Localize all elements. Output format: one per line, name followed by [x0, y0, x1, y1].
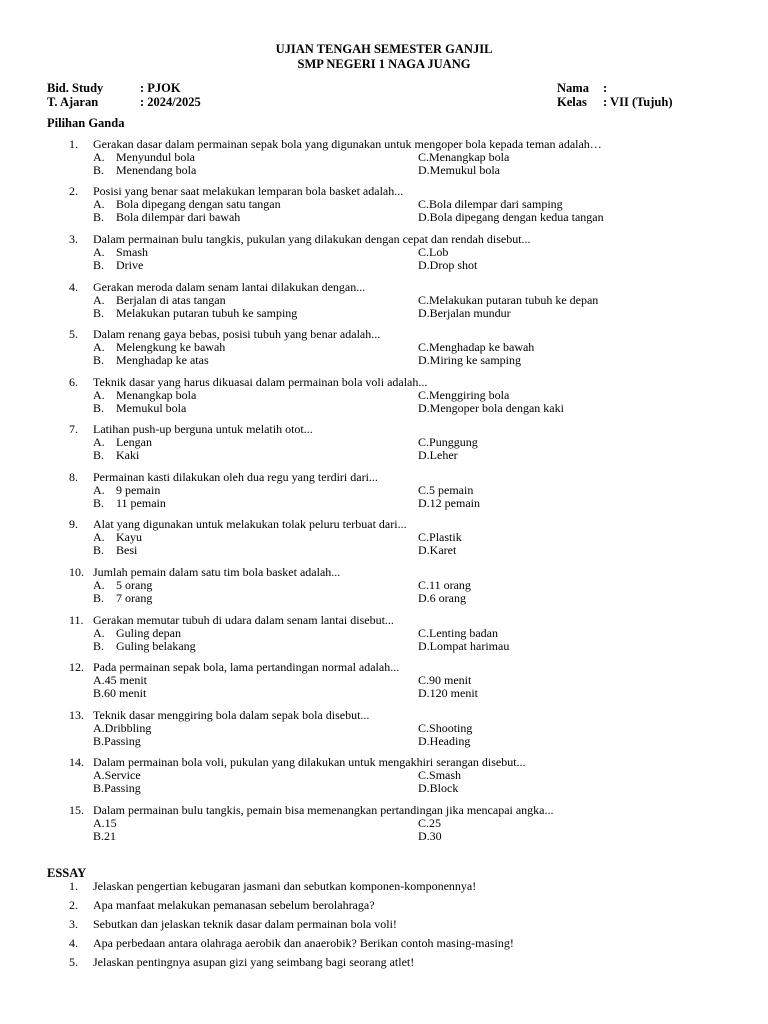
essay-item: [0, 937, 768, 951]
option-letter: B.: [93, 591, 105, 605]
option-text: Shooting: [429, 721, 473, 735]
question-number: 11.: [69, 613, 84, 627]
option-letter: D.: [418, 829, 430, 843]
option-letter: D.: [418, 543, 430, 557]
option-letter: A.: [93, 483, 105, 497]
option-letter: D.: [418, 210, 430, 224]
question-item: [0, 233, 768, 272]
answer-option-d: [418, 259, 477, 272]
question-text: Gerakan memutar tubuh di udara dalam senam lantai disebut...: [93, 613, 394, 627]
option-letter: C.: [418, 530, 430, 544]
option-text: Memukul bola: [116, 401, 187, 415]
question-number: 2.: [69, 184, 78, 198]
option-text: 5 pemain: [429, 483, 474, 497]
option-text: Menghadap ke bawah: [429, 340, 535, 354]
option-letter: B.: [93, 210, 105, 224]
option-text: Berjalan di atas tangan: [116, 293, 226, 307]
option-text: Passing: [104, 734, 141, 748]
option-text: Service: [104, 768, 141, 782]
option-text: Smash: [116, 245, 149, 259]
option-text: Dribbling: [104, 721, 152, 735]
option-letter: C.: [418, 673, 430, 687]
question-number: 5.: [69, 327, 78, 341]
option-text: Melengkung ke bawah: [116, 340, 226, 354]
essay-number: 3.: [69, 917, 78, 931]
answer-option-b: [93, 164, 196, 177]
option-text: Memukul bola: [429, 163, 500, 177]
option-letter: C.: [418, 150, 430, 164]
option-text: 11 pemain: [116, 496, 166, 510]
question-number: 1.: [69, 137, 78, 151]
option-letter: B.: [93, 353, 105, 367]
option-text: 60 menit: [104, 686, 147, 700]
question-number: 12.: [69, 660, 84, 674]
question-text: Dalam permainan bulu tangkis, pukulan yang dilakukan dengan cepat dan rendah disebut...: [93, 232, 531, 246]
question-text: Jumlah pemain dalam satu tim bola basket adalah...: [93, 565, 341, 579]
question-item: [0, 518, 768, 557]
option-text: Lengan: [116, 435, 152, 449]
option-text: Kaki: [116, 448, 140, 462]
answer-option-b: [93, 402, 186, 415]
answer-option-d: [418, 449, 458, 462]
option-letter: A.: [93, 293, 105, 307]
option-text: Kayu: [116, 530, 142, 544]
option-letter: B.: [93, 734, 105, 748]
essay-number: 5.: [69, 955, 78, 969]
option-text: Melakukan putaran tubuh ke samping: [116, 306, 298, 320]
option-letter: C.: [418, 293, 430, 307]
option-letter: A.: [93, 768, 105, 782]
answer-option-b: [93, 449, 139, 462]
answer-option-b: [93, 354, 209, 367]
option-letter: A.: [93, 530, 105, 544]
question-item: [0, 281, 768, 320]
question-number: 3.: [69, 232, 78, 246]
option-text: Lob: [429, 245, 449, 259]
subject-value: : PJOK: [140, 81, 181, 95]
question-number: 8.: [69, 470, 78, 484]
option-text: Heading: [429, 734, 471, 748]
answer-option-b: [93, 830, 116, 843]
question-text: Teknik dasar yang harus dikuasai dalam permainan bola voli adalah...: [93, 375, 428, 389]
name-label: Nama: [557, 81, 589, 95]
year-value: : 2024/2025: [140, 95, 201, 109]
meta-row-year: [0, 96, 768, 110]
essay-item: [0, 899, 768, 913]
option-text: Miring ke samping: [429, 353, 521, 367]
option-letter: D.: [418, 639, 430, 653]
option-letter: B.: [93, 829, 105, 843]
option-text: Menangkap bola: [116, 388, 197, 402]
school-name: SMP NEGERI 1 NAGA JUANG: [297, 57, 471, 71]
question-text: Gerakan meroda dalam senam lantai dilakukan dengan...: [93, 280, 366, 294]
option-text: Guling depan: [116, 626, 181, 640]
essay-item: [0, 956, 768, 970]
option-text: Menggiring bola: [429, 388, 510, 402]
question-item: [0, 709, 768, 748]
question-number: 4.: [69, 280, 78, 294]
answer-option-d: [418, 211, 604, 224]
question-text: Alat yang digunakan untuk melakukan tolak peluru terbuat dari...: [93, 517, 407, 531]
answer-option-b: [93, 735, 141, 748]
option-text: 25: [429, 816, 442, 830]
option-letter: C.: [418, 388, 430, 402]
question-number: 10.: [69, 565, 84, 579]
option-letter: B.: [93, 306, 105, 320]
option-text: Berjalan mundur: [429, 306, 511, 320]
answer-option-d: [418, 640, 509, 653]
subject-label: Bid. Study: [47, 81, 104, 95]
option-letter: D.: [418, 306, 430, 320]
option-text: 12 pemain: [429, 496, 480, 510]
option-text: Bola dilempar dari samping: [429, 197, 563, 211]
essay-number: 1.: [69, 879, 78, 893]
essay-title: ESSAY: [47, 866, 87, 880]
option-letter: D.: [418, 163, 430, 177]
essay-number: 4.: [69, 936, 78, 950]
name-value: :: [603, 81, 608, 95]
option-letter: C.: [418, 340, 430, 354]
option-letter: D.: [418, 258, 430, 272]
essay-text: Apa perbedaan antara olahraga aerobik dan anaerobik? Berikan contoh masing-masing!: [93, 936, 514, 950]
question-text: Latihan push-up berguna untuk melatih otot...: [93, 422, 313, 436]
answer-option-d: [418, 544, 456, 557]
option-letter: C.: [418, 721, 430, 735]
option-letter: C.: [418, 245, 430, 259]
option-text: Mengoper bola dengan kaki: [429, 401, 564, 415]
option-letter: D.: [418, 496, 430, 510]
option-text: 30: [429, 829, 442, 843]
option-text: Smash: [429, 768, 462, 782]
option-text: Lompat harimau: [429, 639, 510, 653]
option-text: Menangkap bola: [429, 150, 510, 164]
option-letter: A.: [93, 245, 105, 259]
year-label: T. Ajaran: [47, 95, 99, 109]
question-number: 15.: [69, 803, 84, 817]
option-letter: C.: [418, 483, 430, 497]
answer-option-b: [93, 782, 141, 795]
answer-option-d: [418, 164, 500, 177]
answer-option-d: [418, 497, 480, 510]
option-text: Drive: [116, 258, 144, 272]
option-letter: A.: [93, 578, 105, 592]
option-text: Bola dipegang dengan satu tangan: [116, 197, 281, 211]
essay-text: Jelaskan pentingnya asupan gizi yang seimbang bagi seorang atlet!: [93, 955, 415, 969]
class-label: Kelas: [557, 95, 587, 109]
option-text: Besi: [116, 543, 138, 557]
option-letter: A.: [93, 626, 105, 640]
question-text: Dalam permainan bola voli, pukulan yang dilakukan untuk mengakhiri serangan disebut...: [93, 755, 526, 769]
option-text: Leher: [429, 448, 458, 462]
question-item: [0, 756, 768, 795]
answer-option-d: [418, 592, 466, 605]
option-text: Menyundul bola: [116, 150, 195, 164]
option-letter: B.: [93, 686, 105, 700]
option-letter: B.: [93, 781, 105, 795]
question-item: [0, 471, 768, 510]
option-letter: C.: [418, 197, 430, 211]
question-item: [0, 376, 768, 415]
option-text: 21: [104, 829, 117, 843]
option-letter: D.: [418, 591, 430, 605]
option-letter: D.: [418, 353, 430, 367]
option-letter: D.: [418, 686, 430, 700]
option-letter: B.: [93, 258, 105, 272]
answer-option-d: [418, 830, 442, 843]
answer-option-d: [418, 307, 511, 320]
essay-text: Apa manfaat melakukan pemanasan sebelum berolahraga?: [93, 898, 375, 912]
question-number: 7.: [69, 422, 78, 436]
option-text: Drop shot: [429, 258, 478, 272]
question-item: [0, 423, 768, 462]
question-text: Permainan kasti dilakukan oleh dua regu yang terdiri dari...: [93, 470, 378, 484]
option-text: Plastik: [429, 530, 462, 544]
question-text: Dalam renang gaya bebas, posisi tubuh yang benar adalah...: [93, 327, 381, 341]
option-letter: A.: [93, 816, 105, 830]
question-text: Dalam permainan bulu tangkis, pemain bisa memenangkan pertandingan jika mencapai angka...: [93, 803, 554, 817]
option-text: Punggung: [429, 435, 478, 449]
answer-option-d: [418, 354, 521, 367]
option-letter: B.: [93, 448, 105, 462]
meta-row-subject: [0, 82, 768, 96]
answer-option-b: [93, 687, 146, 700]
essay-item: [0, 880, 768, 894]
question-item: [0, 328, 768, 367]
option-text: 11 orang: [429, 578, 471, 592]
multiple-choice-title: Pilihan Ganda: [47, 116, 125, 130]
answer-option-b: [93, 497, 166, 510]
option-letter: B.: [93, 401, 105, 415]
answer-option-b: [93, 640, 196, 653]
option-text: 15: [104, 816, 117, 830]
option-text: 5 orang: [116, 578, 153, 592]
answer-option-b: [93, 307, 297, 320]
option-text: 90 menit: [429, 673, 472, 687]
question-item: [0, 566, 768, 605]
option-letter: A.: [93, 435, 105, 449]
option-letter: A.: [93, 388, 105, 402]
option-text: Block: [429, 781, 459, 795]
class-value: : VII (Tujuh): [603, 95, 673, 109]
option-letter: D.: [418, 781, 430, 795]
option-text: Passing: [104, 781, 141, 795]
option-letter: C.: [418, 626, 430, 640]
option-letter: C.: [418, 768, 430, 782]
essay-number: 2.: [69, 898, 78, 912]
option-letter: C.: [418, 435, 430, 449]
option-letter: D.: [418, 734, 430, 748]
question-item: [0, 138, 768, 177]
question-item: [0, 185, 768, 224]
essay-item: [0, 918, 768, 932]
question-text: Pada permainan sepak bola, lama pertandingan normal adalah...: [93, 660, 400, 674]
question-item: [0, 804, 768, 843]
answer-option-b: [93, 592, 152, 605]
exam-title: UJIAN TENGAH SEMESTER GANJIL: [275, 42, 493, 56]
option-letter: D.: [418, 448, 430, 462]
question-text: Posisi yang benar saat melakukan lemparan bola basket adalah...: [93, 184, 404, 198]
option-letter: B.: [93, 163, 105, 177]
answer-option-b: [93, 211, 240, 224]
option-text: 9 pemain: [116, 483, 161, 497]
essay-text: Jelaskan pengertian kebugaran jasmani dan sebutkan komponen-komponennya!: [93, 879, 477, 893]
option-letter: A.: [93, 673, 105, 687]
answer-option-d: [418, 782, 458, 795]
answer-option-d: [418, 402, 564, 415]
option-letter: D.: [418, 401, 430, 415]
option-letter: C.: [418, 816, 430, 830]
option-text: Lenting badan: [429, 626, 498, 640]
option-text: 6 orang: [429, 591, 466, 605]
option-letter: C.: [418, 578, 430, 592]
option-text: Guling belakang: [116, 639, 196, 653]
question-number: 14.: [69, 755, 84, 769]
answer-option-d: [418, 687, 478, 700]
question-number: 13.: [69, 708, 84, 722]
answer-option-b: [93, 544, 137, 557]
option-text: Karet: [429, 543, 457, 557]
option-text: Bola dipegang dengan kedua tangan: [429, 210, 604, 224]
essay-text: Sebutkan dan jelaskan teknik dasar dalam permainan bola voli!: [93, 917, 397, 931]
option-letter: B.: [93, 639, 105, 653]
option-letter: A.: [93, 340, 105, 354]
question-number: 6.: [69, 375, 78, 389]
question-text: Teknik dasar menggiring bola dalam sepak bola disebut...: [93, 708, 370, 722]
option-letter: A.: [93, 721, 105, 735]
question-text: Gerakan dasar dalam permainan sepak bola yang digunakan untuk mengoper bola kepada teman adalah…: [93, 137, 602, 151]
option-text: Melakukan putaran tubuh ke depan: [429, 293, 599, 307]
answer-option-d: [418, 735, 470, 748]
question-item: [0, 661, 768, 700]
option-text: 7 orang: [116, 591, 153, 605]
option-text: 45 menit: [104, 673, 147, 687]
question-item: [0, 614, 768, 653]
answer-option-b: [93, 259, 143, 272]
option-text: Menendang bola: [116, 163, 197, 177]
option-letter: B.: [93, 496, 105, 510]
question-number: 9.: [69, 517, 78, 531]
option-text: Menghadap ke atas: [116, 353, 209, 367]
option-letter: A.: [93, 150, 105, 164]
option-text: Bola dilempar dari bawah: [116, 210, 241, 224]
option-text: 120 menit: [429, 686, 478, 700]
option-letter: A.: [93, 197, 105, 211]
option-letter: B.: [93, 543, 105, 557]
